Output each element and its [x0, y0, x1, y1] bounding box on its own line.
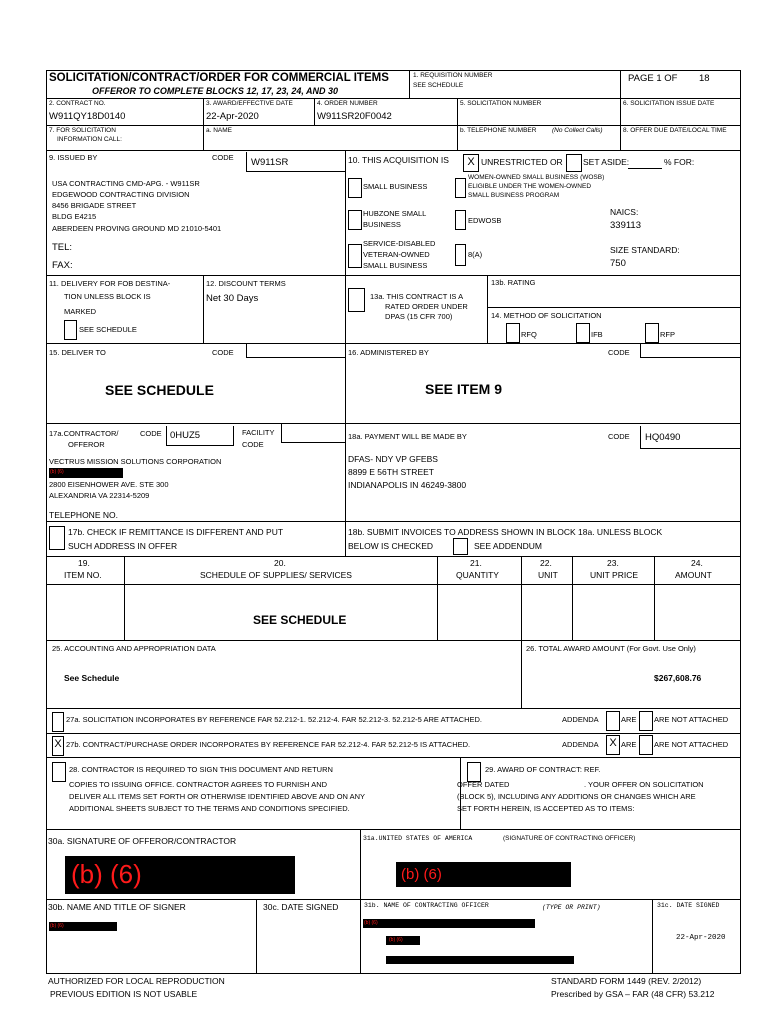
- payment-code-label: CODE: [608, 432, 630, 441]
- contract-no-label: 2. CONTRACT NO.: [49, 100, 106, 107]
- administered-by-code-label: CODE: [608, 348, 630, 357]
- sdvosb-label: SERVICE-DISABLED: [363, 239, 436, 248]
- 27a-text: 27a. SOLICITATION INCORPORATES BY REFERENCE FAR 52.212-1. 52.212-4. FAR 52.212-3. 52.212-5 ARE ATTACHED.: [66, 715, 482, 724]
- payment-address-line: 8899 E 56TH STREET: [348, 467, 434, 477]
- deliver-to-code-box: [246, 344, 346, 358]
- unrestricted-checkbox[interactable]: X: [463, 154, 479, 172]
- award-date: 22-Apr-2020: [206, 111, 259, 122]
- co-phone-redaction: [386, 956, 574, 964]
- contractor-label: OFFEROR: [68, 440, 105, 449]
- contractor-redaction: [49, 468, 123, 478]
- accounting-label: 25. ACCOUNTING AND APPROPRIATION DATA: [52, 644, 216, 653]
- edwosb-label: EDWOSB: [468, 216, 502, 225]
- 29-checkbox[interactable]: [467, 762, 481, 782]
- col-amount-header: AMOUNT: [675, 570, 712, 580]
- submit-invoices-label: 18b. SUBMIT INVOICES TO ADDRESS SHOWN IN BLOCK 18a. UNLESS BLOCK: [348, 527, 663, 537]
- set-aside-checkbox[interactable]: [566, 154, 582, 172]
- info-call-label-2: INFORMATION CALL:: [57, 136, 122, 143]
- issued-by-address-line: ABERDEEN PROVING GROUND MD 21010-5401: [52, 224, 222, 233]
- contractor-address-line: ALEXANDRIA VA 22314-5209: [49, 491, 150, 500]
- contractor-code: 0HUZ5: [170, 430, 201, 441]
- co-signature-redaction: [396, 862, 571, 887]
- small-business-checkbox[interactable]: [348, 178, 362, 198]
- 27a-addenda-label: ADDENDA: [562, 715, 599, 724]
- footer-previous-edition: PREVIOUS EDITION IS NOT USABLE: [50, 989, 198, 999]
- sdvosb-checkbox[interactable]: [348, 244, 362, 268]
- 28-text: 28. CONTRACTOR IS REQUIRED TO SIGN THIS DOCUMENT AND RETURN: [69, 765, 333, 774]
- signer-name-label: 30b. NAME AND TITLE OF SIGNER: [48, 902, 186, 912]
- redaction-label: (b) (6): [50, 923, 64, 929]
- requisition-value: SEE SCHEDULE: [413, 82, 464, 89]
- solicitation-date-label: 6. SOLICITATION ISSUE DATE: [623, 100, 715, 107]
- col-quantity-header: QUANTITY: [456, 570, 499, 580]
- items-body: SEE SCHEDULE: [253, 613, 347, 627]
- acquisition-label: 10. THIS ACQUISITION IS: [348, 155, 449, 165]
- 27a-not-attached-checkbox[interactable]: [639, 711, 653, 731]
- offer-due-label: 8. OFFER DUE DATE/LOCAL TIME: [623, 127, 727, 134]
- footer-form-number: STANDARD FORM 1449 (REV. 2/2012): [551, 976, 702, 986]
- solicitation-no-label: 5. SOLICITATION NUMBER: [460, 100, 542, 107]
- col-item-no-number: 19.: [78, 558, 90, 568]
- accounting-value: See Schedule: [64, 673, 120, 683]
- deliver-to-code-label: CODE: [212, 348, 234, 357]
- redaction-label: (b) (6): [401, 866, 442, 883]
- 29-text: SET FORTH HEREIN, IS ACCEPTED AS TO ITEMS:: [457, 804, 635, 813]
- ifb-label: IFB: [591, 330, 603, 339]
- small-business-label: SMALL BUSINESS: [363, 182, 428, 191]
- issued-by-address-line: BLDG E4215: [52, 212, 97, 221]
- issued-by-label: 9. ISSUED BY: [49, 153, 98, 162]
- rated-order-label: DPAS (15 CFR 700): [385, 312, 453, 321]
- issued-by-tel-label: TEL:: [52, 242, 73, 253]
- footer-prescribed: Prescribed by GSA – FAR (48 CFR) 53.212: [551, 989, 715, 999]
- set-aside-label: SET ASIDE:: [583, 157, 630, 167]
- contractor-label: 17a.CONTRACTOR/: [49, 429, 119, 438]
- info-call-label: 7. FOR SOLICITATION: [49, 127, 116, 134]
- rated-order-label: RATED ORDER UNDER: [385, 302, 468, 311]
- 29-text: 29. AWARD OF CONTRACT: REF.: [485, 765, 601, 774]
- issued-by-address-line: USA CONTRACTING CMD-APG. - W911SR: [52, 179, 200, 188]
- col-unit-number: 22.: [540, 558, 552, 568]
- rfp-label: RFP: [660, 330, 675, 339]
- issued-by-code-label: CODE: [212, 153, 234, 162]
- discount-terms-label: 12. DISCOUNT TERMS: [206, 279, 286, 288]
- col-unit-price-number: 23.: [607, 558, 619, 568]
- wosb-checkbox[interactable]: [455, 178, 466, 198]
- 27b-not-attached-label: ARE NOT ATTACHED: [654, 740, 729, 749]
- 27a-checkbox[interactable]: [52, 712, 64, 732]
- co-name-redaction: [363, 919, 535, 928]
- fob-label: 11. DELIVERY FOR FOB DESTINA-: [49, 279, 171, 288]
- total-award-label: 26. TOTAL AWARD AMOUNT (For Govt. Use Only): [526, 644, 696, 653]
- co-date-label: 31c. DATE SIGNED: [657, 902, 720, 909]
- naics-value: 339113: [610, 220, 641, 231]
- 27b-checkbox[interactable]: X: [52, 736, 64, 756]
- hubzone-label: BUSINESS: [363, 220, 401, 229]
- addendum-label: SEE ADDENDUM: [474, 541, 543, 551]
- eight-a-label: 8(A): [468, 250, 483, 259]
- requisition-label: 1. REQUISITION NUMBER: [413, 72, 493, 79]
- col-schedule-header: SCHEDULE OF SUPPLIES/ SERVICES: [200, 570, 352, 580]
- size-standard-value: 750: [610, 258, 626, 269]
- name-label: a. NAME: [206, 127, 233, 134]
- co-date-value: 22-Apr-2020: [676, 934, 726, 942]
- 28-text: DELIVER ALL ITEMS SET FORTH OR OTHERWISE IDENTIFIED ABOVE AND ON ANY: [69, 792, 366, 801]
- redaction-label: (b) (6): [71, 859, 142, 889]
- page-label: PAGE 1 OF: [628, 73, 678, 84]
- set-aside-percent: % FOR:: [664, 157, 695, 167]
- 27a-not-attached-label: ARE NOT ATTACHED: [654, 715, 729, 724]
- eight-a-checkbox[interactable]: [455, 244, 466, 266]
- co-title-redaction: [386, 936, 420, 945]
- remittance-label: SUCH ADDRESS IN OFFER: [68, 541, 178, 551]
- issued-by-fax-label: FAX:: [52, 260, 73, 271]
- col-item-no-header: ITEM NO.: [64, 570, 102, 580]
- 27b-are-label: ARE: [621, 740, 637, 749]
- administered-by-value: SEE ITEM 9: [425, 381, 503, 397]
- payment-code: HQ0490: [645, 432, 681, 443]
- size-standard-label: SIZE STANDARD:: [610, 245, 680, 255]
- sdvosb-label: SMALL BUSINESS: [363, 261, 428, 270]
- administered-by-code-box: [640, 344, 741, 358]
- hubzone-label: HUBZONE SMALL: [363, 209, 427, 218]
- rfp-checkbox[interactable]: [645, 323, 659, 343]
- method-label: 14. METHOD OF SOLICITATION: [491, 311, 602, 320]
- wosb-label: ELIGIBLE UNDER THE WOMEN-OWNED: [468, 183, 592, 190]
- naics-label: NAICS:: [610, 207, 639, 217]
- 27a-are-label: ARE: [621, 715, 637, 724]
- signer-name-redaction: [49, 922, 117, 931]
- 29-text: OFFER DATED: [457, 780, 510, 789]
- payment-label: 18a. PAYMENT WILL BE MADE BY: [348, 432, 467, 441]
- wosb-label: WOMEN-OWNED SMALL BUSINESS (WOSB): [468, 174, 605, 181]
- submit-invoices-label: BELOW IS CHECKED: [348, 541, 434, 551]
- col-schedule-number: 20.: [274, 558, 286, 568]
- offeror-signature-label: 30a. SIGNATURE OF OFFEROR/CONTRACTOR: [48, 836, 237, 846]
- form-subtitle: OFFEROR TO COMPLETE BLOCKS 12, 17, 23, 24, AND 30: [92, 86, 339, 96]
- facility-code-label: FACILITY: [242, 428, 275, 437]
- co-name-note: (TYPE OR PRINT): [542, 904, 601, 911]
- 28-text: ADDITIONAL SHEETS SUBJECT TO THE TERMS AND CONDITIONS SPECIFIED.: [69, 804, 350, 813]
- deliver-to-value: SEE SCHEDULE: [105, 382, 214, 398]
- facility-code-box: [281, 423, 346, 443]
- issued-by-address-line: 8456 BRIGADE STREET: [52, 201, 137, 210]
- remittance-label: 17b. CHECK IF REMITTANCE IS DIFFERENT AND PUT: [68, 527, 284, 537]
- redaction-label: (b) (6): [364, 920, 378, 926]
- rfq-label: RFQ: [521, 330, 537, 339]
- award-date-label: 3. AWARD/EFFECTIVE DATE: [206, 100, 293, 107]
- issued-by-address-line: EDGEWOOD CONTRACTING DIVISION: [52, 190, 190, 199]
- redaction-label: (b) (6): [50, 469, 64, 475]
- 29-text: . YOUR OFFER ON SOLICITATION: [584, 780, 704, 789]
- fob-label: TION UNLESS BLOCK IS: [64, 292, 151, 301]
- order-no: W911SR20F0042: [317, 111, 392, 122]
- rating-label: 13b. RATING: [491, 278, 536, 287]
- contractor-address-line: 2800 EISENHOWER AVE. STE 300: [49, 480, 169, 489]
- payment-address-line: INDIANAPOLIS IN 46249-3800: [348, 480, 467, 490]
- facility-code-label: CODE: [242, 440, 264, 449]
- 28-checkbox[interactable]: [52, 762, 66, 782]
- footer-authorized: AUTHORIZED FOR LOCAL REPRODUCTION: [48, 976, 225, 986]
- 27b-are-checkbox[interactable]: X: [606, 735, 620, 755]
- 28-text: COPIES TO ISSUING OFFICE. CONTRACTOR AGREES TO FURNISH AND: [69, 780, 328, 789]
- page-total: 18: [699, 73, 710, 84]
- unrestricted-label: UNRESTRICTED OR: [481, 157, 563, 167]
- 27a-are-checkbox[interactable]: [606, 711, 620, 731]
- rfq-checkbox[interactable]: [506, 323, 520, 343]
- offeror-signature-redaction: [65, 856, 295, 894]
- total-award-value: $267,608.76: [654, 673, 702, 683]
- discount-terms-value: Net 30 Days: [206, 293, 259, 304]
- contractor-code-label: CODE: [140, 429, 162, 438]
- issued-by-code: W911SR: [251, 157, 289, 168]
- edwosb-checkbox[interactable]: [455, 210, 466, 230]
- remittance-checkbox[interactable]: [49, 526, 65, 550]
- ifb-checkbox[interactable]: [576, 323, 590, 343]
- contractor-name: VECTRUS MISSION SOLUTIONS CORPORATION: [49, 457, 222, 466]
- 27b-addenda-label: ADDENDA: [562, 740, 599, 749]
- co-signature-note: (SIGNATURE OF CONTRACTING OFFICER): [503, 835, 636, 842]
- rated-order-checkbox[interactable]: [348, 288, 365, 312]
- redaction-label: (b) (6): [389, 937, 403, 943]
- col-unit-header: UNIT: [538, 570, 558, 580]
- col-quantity-number: 21.: [470, 558, 482, 568]
- fob-label: MARKED: [64, 307, 97, 316]
- telephone-label: b. TELEPHONE NUMBER: [460, 127, 537, 134]
- form-title: SOLICITATION/CONTRACT/ORDER FOR COMMERCIAL ITEMS: [49, 72, 389, 84]
- administered-by-label: 16. ADMINISTERED BY: [348, 348, 429, 357]
- hubzone-checkbox[interactable]: [348, 210, 362, 230]
- col-amount-number: 24.: [691, 558, 703, 568]
- 27b-text: 27b. CONTRACT/PURCHASE ORDER INCORPORATES BY REFERENCE FAR 52.212-4. FAR 52.212-5 IS ATTACHED.: [66, 740, 471, 749]
- co-name-label: 31b. NAME OF CONTRACTING OFFICER: [364, 902, 489, 909]
- sdvosb-label: VETERAN-OWNED: [363, 250, 430, 259]
- fob-see-schedule-checkbox[interactable]: [64, 320, 77, 340]
- telephone-note: (No Collect Calls): [552, 127, 603, 134]
- addendum-checkbox[interactable]: [453, 538, 468, 555]
- order-no-label: 4. ORDER NUMBER: [317, 100, 378, 107]
- 29-text: (BLOCK 5), INCLUDING ANY ADDITIONS OR CHANGES WHICH ARE: [457, 792, 696, 801]
- signer-date-label: 30c. DATE SIGNED: [263, 902, 339, 912]
- deliver-to-label: 15. DELIVER TO: [49, 348, 106, 357]
- contractor-telephone-label: TELEPHONE NO.: [49, 510, 118, 520]
- co-signature-label: 31a.UNITED STATES OF AMERICA: [363, 835, 473, 842]
- contract-no: W911QY18D0140: [49, 111, 126, 122]
- 27b-not-attached-checkbox[interactable]: [639, 735, 653, 755]
- payment-address-line: DFAS- NDY VP GFEBS: [348, 454, 438, 464]
- fob-see-schedule-label: SEE SCHEDULE: [79, 325, 137, 334]
- rated-order-label: 13a. THIS CONTRACT IS A: [370, 292, 464, 301]
- wosb-label: SMALL BUSINESS PROGRAM: [468, 192, 560, 199]
- col-unit-price-header: UNIT PRICE: [590, 570, 639, 580]
